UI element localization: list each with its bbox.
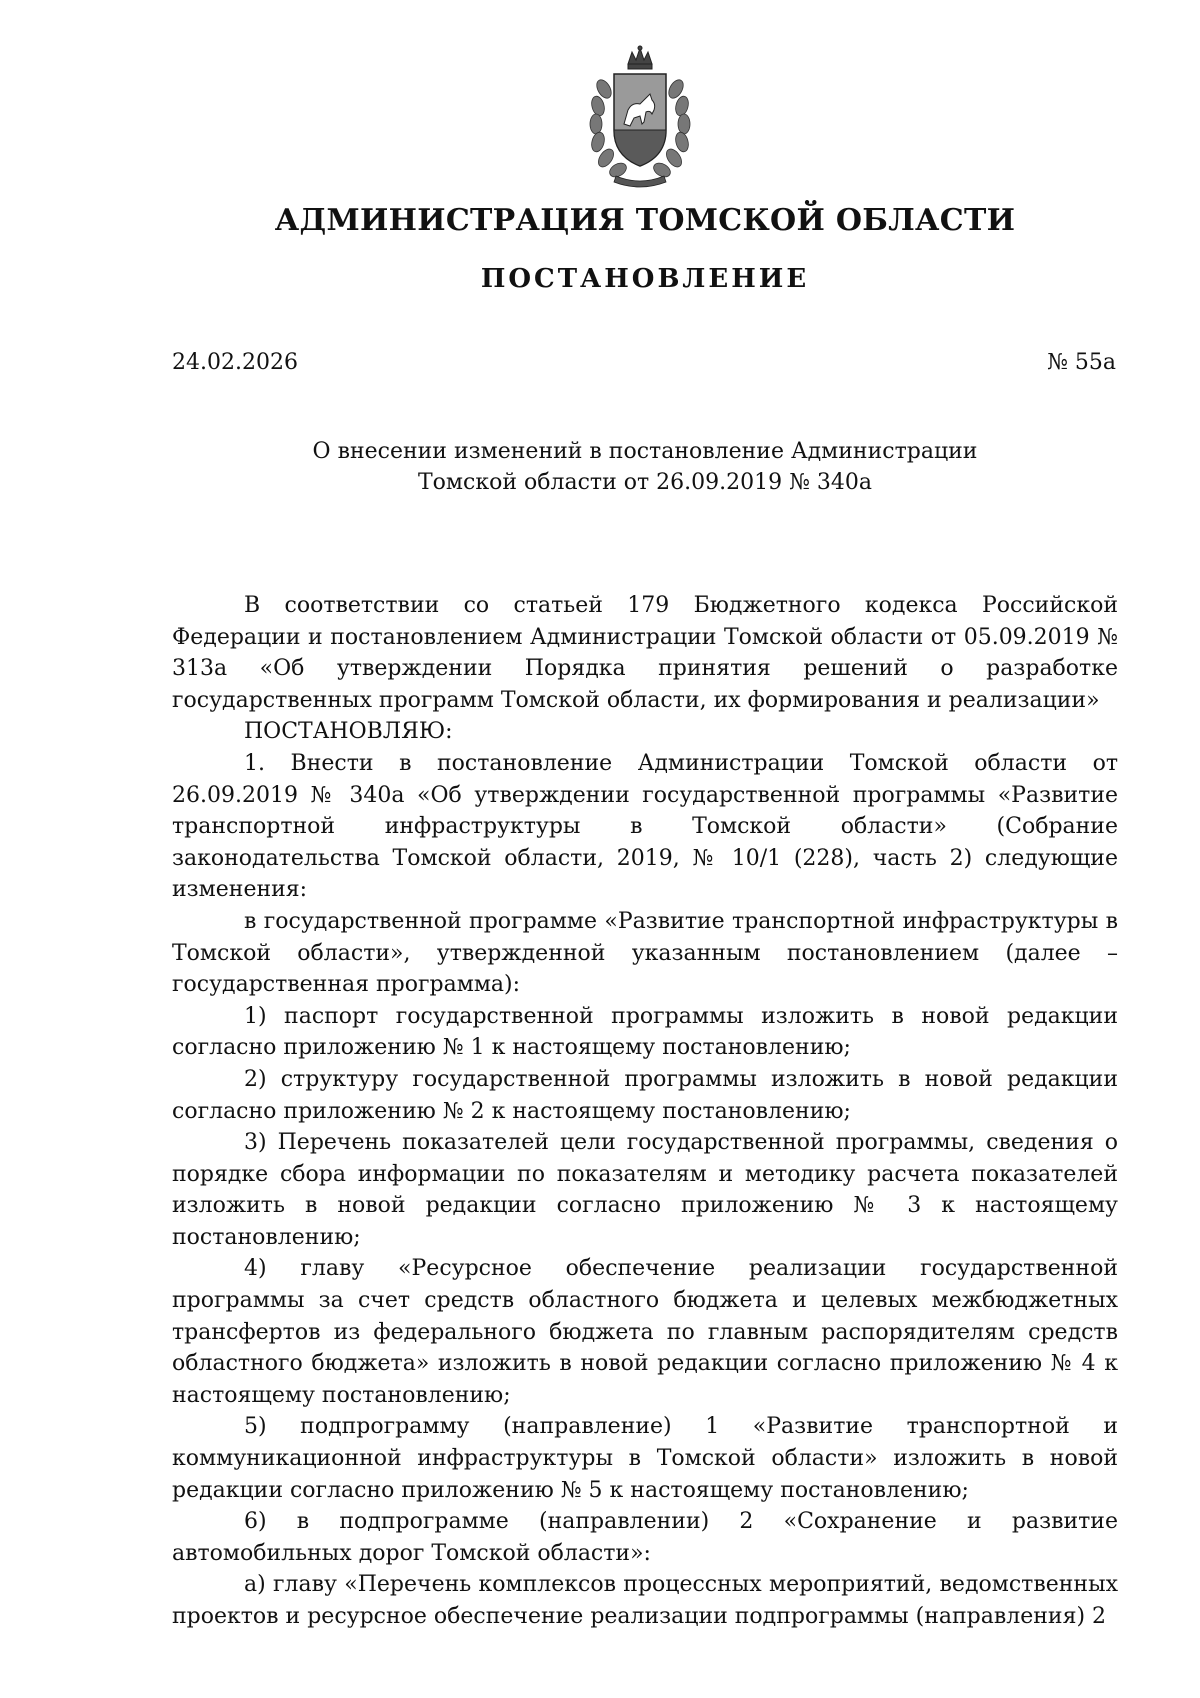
- body-paragraph: 1. Внести в постановление Администрации Томской области от 26.09.2019 № 340а «Об утверждении государственной программы «Развитие транспортной инфраструктуры в Томской области» (Собрание законодательства Томской области, 2019, № 10/1 (228), часть 2) следующие изменения:: [172, 750, 1118, 903]
- resolve-statement: ПОСТАНОВЛЯЮ:: [244, 719, 453, 745]
- body-paragraph: 2) структуру государственной программы изложить в новой редакции согласно приложению № 2 к настоящему постановлению;: [172, 1066, 1118, 1124]
- subject-line-1: О внесении изменений в постановление Администрации: [312, 439, 978, 464]
- document-number: № 55а: [1047, 350, 1116, 375]
- body-paragraph: а) главу «Перечень комплексов процессных мероприятий, ведомственных проектов и ресурсное обеспечение реализации подпрограммы (направления) 2: [172, 1572, 1118, 1629]
- organization-title: АДМИНИСТРАЦИЯ ТОМСКОЙ ОБЛАСТИ: [274, 203, 1016, 238]
- preamble-paragraph: В соответствии со статьей 179 Бюджетного кодекса Российской Федерации и постановлением Администрации Томской области от 05.09.2019 № 313а «Об утверждении Порядка принятия решений о разработке государственных программ Томской области, их формирования и реализации»: [172, 593, 1118, 713]
- body-paragraph: 1) паспорт государственной программы изложить в новой редакции согласно приложению № 1 к настоящему постановлению;: [172, 1003, 1118, 1061]
- body-paragraph: 3) Перечень показателей цели государственной программы, сведения о порядке сбора информации по показателям и методику расчета показателей изложить в новой редакции согласно приложению № 3 к настоящему постановлению;: [172, 1130, 1118, 1250]
- body-paragraph: 4) главу «Ресурсное обеспечение реализации государственной программы за счет средств областного бюджета и целевых межбюджетных трансфертов из федерального бюджета по главным распорядителям средств областного бюджета» изложить в новой редакции согласно приложению № 4 к настоящему постановлению;: [172, 1256, 1118, 1408]
- document-type: ПОСТАНОВЛЕНИЕ: [480, 264, 810, 294]
- document-date: 24.02.2026: [172, 350, 298, 375]
- tomsk-region-coat-of-arms-icon: [580, 44, 700, 189]
- document-body: [172, 590, 1118, 1633]
- document-subject: [200, 436, 1090, 498]
- body-paragraph: 6) в подпрограмме (направлении) 2 «Сохранение и развитие автомобильных дорог Томской области»:: [172, 1509, 1118, 1566]
- body-paragraph: в государственной программе «Развитие транспортной инфраструктуры в Томской области», утвержденной указанным постановлением (далее – государственная программа):: [172, 908, 1118, 998]
- body-paragraph: 5) подпрограмму (направление) 1 «Развитие транспортной и коммуникационной инфраструктуры в Томской области» изложить в новой редакции согласно приложению № 5 к настоящему постановлению;: [172, 1414, 1118, 1503]
- subject-line-2: Томской области от 26.09.2019 № 340а: [417, 470, 873, 495]
